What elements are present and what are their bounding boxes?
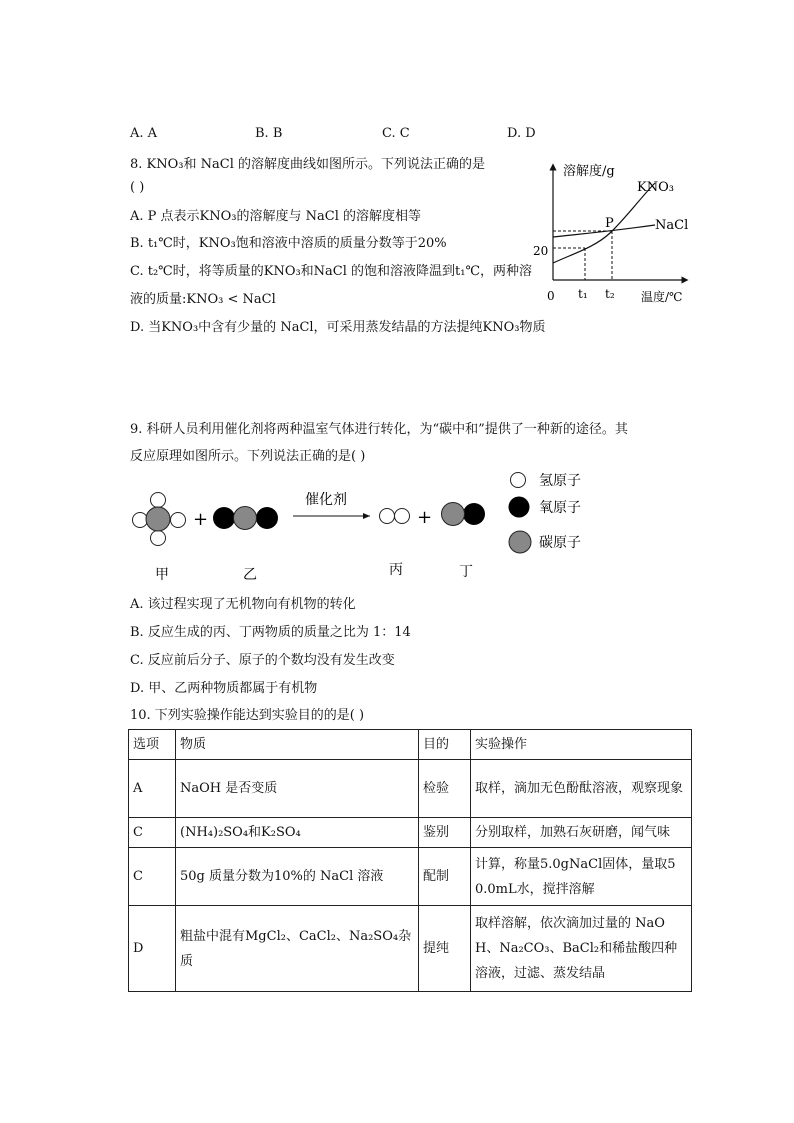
- hydrogen-atom: [151, 493, 166, 508]
- q9-stem-line2: 反应原理如图所示。下列说法正确的是( ): [130, 449, 366, 464]
- reaction-diagram: [125, 470, 615, 588]
- cell-purpose: 检验: [419, 760, 471, 818]
- q9-option-d: D. 甲、乙两种物质都属于有机物: [130, 681, 318, 696]
- q7-option-d: D. D: [507, 126, 536, 141]
- oxygen-atom: [213, 507, 235, 529]
- molecule-jia: [133, 493, 186, 546]
- cell-operation: 取样，滴加无色酚酞溶液，观察现象: [471, 760, 692, 818]
- label-ding: 丁: [459, 564, 473, 580]
- q8-option-d: D. 当KNO₃中含有少量的 NaCl，可采用蒸发结晶的方法提纯KNO₃物质: [130, 320, 546, 335]
- kno3-label: KNO₃: [637, 180, 674, 195]
- label-jia: 甲: [155, 567, 169, 583]
- point-p-label: P: [605, 216, 614, 231]
- hydrogen-atom: [395, 509, 410, 524]
- y-tick-20: 20: [533, 244, 549, 258]
- y-axis-label: 溶解度/g: [563, 164, 615, 179]
- arrow-head: [363, 513, 370, 519]
- cell-purpose: 提纯: [419, 906, 471, 992]
- carbon-atom: [442, 503, 465, 526]
- q9-option-c: C. 反应前后分子、原子的个数均没有发生改变: [130, 653, 395, 668]
- molecule-ding: [442, 503, 486, 526]
- plus-sign: +: [417, 507, 433, 528]
- cell-option: C: [129, 818, 176, 848]
- plus-sign: +: [193, 509, 209, 530]
- header-purpose: 目的: [419, 730, 471, 760]
- t1-label: t₁: [578, 287, 588, 301]
- carbon-atom: [146, 507, 170, 531]
- x-axis-label: 温度/℃: [641, 290, 683, 304]
- header-operation: 实验操作: [471, 730, 692, 760]
- experiment-table: [128, 729, 692, 992]
- hydrogen-legend-label: 氢原子: [539, 473, 581, 489]
- q8-option-c-cont: 液的质量:KNO₃ < NaCl: [130, 292, 276, 307]
- molecule-yi: [213, 507, 278, 530]
- table-row: [129, 818, 692, 848]
- q8-option-a: A. P 点表示KNO₃的溶解度与 NaCl 的溶解度相等: [130, 209, 421, 224]
- q8-option-c: C. t₂℃时，将等质量的KNO₃和NaCl 的饱和溶液降温到t₁℃，两种溶: [130, 264, 533, 279]
- q9-option-b: B. 反应生成的丙、丁两物质的质量之比为 1：14: [130, 625, 411, 640]
- cell-substance: 50g 质量分数为10%的 NaCl 溶液: [176, 848, 419, 906]
- q8-stem: 8. KNO₃和 NaCl 的溶解度曲线如图所示。下列说法正确的是: [130, 157, 485, 172]
- q7-option-c: C. C: [382, 126, 410, 141]
- q7-option-a: A. A: [130, 126, 158, 141]
- kno3-curve: [553, 183, 655, 263]
- cell-operation: 取样溶解，依次滴加过量的 NaOH、Na₂CO₃、BaCl₂和稀盐酸四种溶液，过滤、蒸发结晶: [471, 906, 692, 992]
- q9-stem-line1: 9. 科研人员利用催化剂将两种温室气体进行转化，为“碳中和”提供了一种新的途径。其: [130, 422, 628, 437]
- header-option: 选项: [129, 730, 176, 760]
- cell-option: A: [129, 760, 176, 818]
- cell-operation: 计算，称量5.0gNaCl固体，量取50.0mL水，搅拌溶解: [471, 848, 692, 906]
- carbon-legend-label: 碳原子: [539, 535, 581, 551]
- catalyst-label: 催化剂: [305, 492, 347, 508]
- cell-option: C: [129, 848, 176, 906]
- table-row: [129, 760, 692, 818]
- oxygen-atom: [463, 503, 485, 525]
- q8-option-b: B. t₁℃时，KNO₃饱和溶液中溶质的质量分数等于20%: [130, 236, 447, 251]
- hydrogen-atom: [171, 513, 186, 528]
- cell-substance: NaOH 是否变质: [176, 760, 419, 818]
- solubility-graph: [525, 155, 700, 310]
- cell-purpose: 鉴别: [419, 818, 471, 848]
- cell-purpose: 配制: [419, 848, 471, 906]
- oxygen-atom: [256, 507, 278, 529]
- hydrogen-legend-icon: [511, 473, 526, 488]
- table-header-row: [129, 730, 692, 760]
- oxygen-legend-label: 氧原子: [539, 500, 581, 516]
- label-bing: 丙: [389, 562, 403, 578]
- table-row: [129, 906, 692, 992]
- t2-label: t₂: [605, 287, 615, 301]
- q7-option-b: B. B: [255, 126, 283, 141]
- hydrogen-atom: [151, 531, 166, 546]
- hydrogen-atom: [133, 513, 148, 528]
- cell-option: D: [129, 906, 176, 992]
- header-substance: 物质: [176, 730, 419, 760]
- molecule-bing: [380, 509, 410, 524]
- label-yi: 乙: [243, 567, 257, 583]
- carbon-atom: [234, 507, 257, 530]
- oxygen-legend-icon: [509, 497, 530, 518]
- cell-operation: 分别取样，加熟石灰研磨，闻气味: [471, 818, 692, 848]
- origin-label: 0: [547, 289, 555, 303]
- atom-legend: [509, 473, 582, 554]
- carbon-legend-icon: [509, 531, 531, 553]
- hydrogen-atom: [380, 509, 395, 524]
- table-row: [129, 848, 692, 906]
- q9-option-a: A. 该过程实现了无机物向有机物的转化: [130, 597, 356, 612]
- nacl-label: NaCl: [655, 218, 689, 233]
- q8-paren: ( ): [130, 180, 145, 195]
- cell-substance: (NH₄)₂SO₄和K₂SO₄: [176, 818, 419, 848]
- q10-stem: 10. 下列实验操作能达到实验目的的是( ): [130, 708, 365, 723]
- cell-substance: 粗盐中混有MgCl₂、CaCl₂、Na₂SO₄杂质: [176, 906, 419, 992]
- q7-options: [130, 126, 550, 144]
